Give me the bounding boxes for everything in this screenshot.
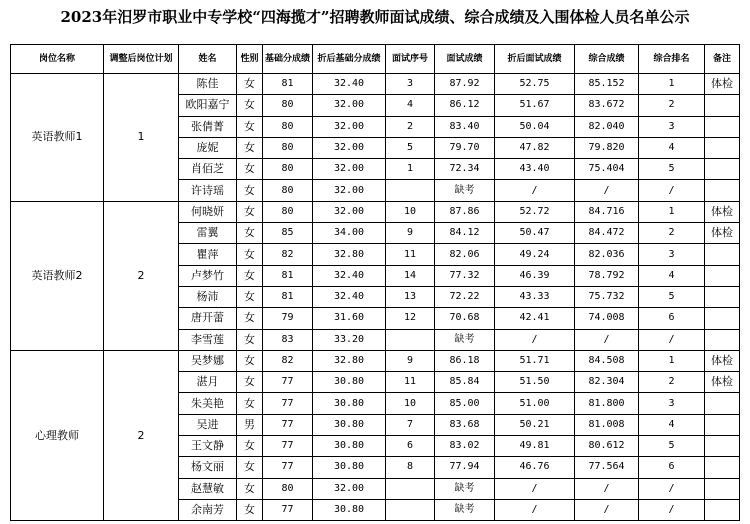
base-converted-cell: 30.80 [313,414,386,435]
total-score-cell: 84.716 [575,201,639,222]
interview-score-cell: 85.00 [435,393,495,414]
base-score-cell: 80 [263,95,313,116]
interview-converted-cell: 50.21 [495,414,575,435]
interview-score-cell: 缺考 [435,180,495,201]
base-score-cell: 83 [263,329,313,350]
note-cell: 体检 [705,201,740,222]
gender-cell: 女 [237,350,263,371]
rank-cell: 4 [639,414,705,435]
gender-cell: 女 [237,478,263,499]
header-gender: 性别 [237,45,263,74]
candidate-name: 肖佰芝 [179,159,237,180]
gender-cell: 女 [237,74,263,95]
header-post: 岗位名称 [11,45,104,74]
rank-cell: 3 [639,116,705,137]
total-score-cell: / [575,329,639,350]
gender-cell: 女 [237,372,263,393]
note-cell [705,137,740,158]
total-score-cell: 81.008 [575,414,639,435]
interview-score-cell: 72.22 [435,286,495,307]
header-interview-score: 面试成绩 [435,45,495,74]
interview-order-cell: 12 [386,308,435,329]
base-score-cell: 77 [263,436,313,457]
base-converted-cell: 32.00 [313,95,386,116]
base-score-cell: 80 [263,116,313,137]
interview-score-cell: 79.70 [435,137,495,158]
note-cell [705,329,740,350]
interview-converted-cell: 42.41 [495,308,575,329]
note-cell [705,414,740,435]
total-score-cell: 84.508 [575,350,639,371]
interview-converted-cell: 47.82 [495,137,575,158]
total-score-cell: / [575,180,639,201]
base-score-cell: 80 [263,137,313,158]
note-cell: 体检 [705,74,740,95]
base-converted-cell: 32.00 [313,137,386,158]
interview-order-cell: 11 [386,372,435,393]
base-score-cell: 82 [263,244,313,265]
interview-order-cell: 1 [386,159,435,180]
base-converted-cell: 32.00 [313,116,386,137]
candidate-name: 卢梦竹 [179,265,237,286]
gender-cell: 女 [237,180,263,201]
total-score-cell: 82.304 [575,372,639,393]
interview-order-cell [386,329,435,350]
interview-score-cell: 87.92 [435,74,495,95]
base-score-cell: 80 [263,478,313,499]
interview-converted-cell: 52.75 [495,74,575,95]
gender-cell: 女 [237,159,263,180]
interview-order-cell: 10 [386,393,435,414]
table-body [11,74,740,521]
interview-converted-cell: 51.67 [495,95,575,116]
rank-cell: 1 [639,350,705,371]
candidate-name: 朱美艳 [179,393,237,414]
note-cell: 体检 [705,350,740,371]
total-score-cell: 77.564 [575,457,639,478]
interview-converted-cell: / [495,478,575,499]
interview-converted-cell: 46.39 [495,265,575,286]
rank-cell: 2 [639,372,705,393]
total-score-cell: 74.008 [575,308,639,329]
candidate-name: 余南芳 [179,499,237,520]
note-cell [705,308,740,329]
interview-score-cell: 72.34 [435,159,495,180]
base-converted-cell: 32.40 [313,74,386,95]
table-row [11,74,740,95]
base-score-cell: 82 [263,350,313,371]
interview-score-cell: 83.68 [435,414,495,435]
total-score-cell: 75.404 [575,159,639,180]
table-row [11,350,740,371]
base-score-cell: 81 [263,74,313,95]
interview-score-cell: 84.12 [435,223,495,244]
interview-converted-cell: 49.24 [495,244,575,265]
header-interview-converted: 折后面试成绩 [495,45,575,74]
interview-score-cell: 83.40 [435,116,495,137]
interview-converted-cell: 50.04 [495,116,575,137]
interview-converted-cell: 52.72 [495,201,575,222]
total-score-cell: 85.152 [575,74,639,95]
note-cell [705,244,740,265]
interview-converted-cell: 51.50 [495,372,575,393]
page-title: 2023年汨罗市职业中专学校“四海揽才”招聘教师面试成绩、综合成绩及入围体检人员名单公示 [60,8,690,26]
interview-converted-cell: / [495,329,575,350]
gender-cell: 女 [237,201,263,222]
rank-cell: 2 [639,95,705,116]
interview-order-cell: 14 [386,265,435,286]
total-score-cell: 78.792 [575,265,639,286]
interview-order-cell: 13 [386,286,435,307]
header-row [11,45,740,74]
note-cell: 体检 [705,372,740,393]
table-row [11,201,740,222]
base-score-cell: 77 [263,393,313,414]
total-score-cell: 84.472 [575,223,639,244]
gender-cell: 女 [237,329,263,350]
post-name-cell: 英语教师2 [11,201,104,350]
gender-cell: 男 [237,414,263,435]
interview-order-cell: 8 [386,457,435,478]
header-name: 姓名 [179,45,237,74]
header-base-score: 基础分成绩 [263,45,313,74]
interview-score-cell: 缺考 [435,499,495,520]
rank-cell: 5 [639,286,705,307]
note-cell [705,180,740,201]
gender-cell: 女 [237,265,263,286]
rank-cell: 1 [639,74,705,95]
interview-order-cell [386,478,435,499]
interview-score-cell: 缺考 [435,329,495,350]
results-table [10,44,740,521]
candidate-name: 赵慧敏 [179,478,237,499]
interview-order-cell: 5 [386,137,435,158]
base-score-cell: 77 [263,499,313,520]
candidate-name: 庞妮 [179,137,237,158]
candidate-name: 吴梦娜 [179,350,237,371]
interview-score-cell: 86.18 [435,350,495,371]
interview-converted-cell: / [495,499,575,520]
rank-cell: / [639,499,705,520]
header-note: 备注 [705,45,740,74]
total-score-cell: 79.820 [575,137,639,158]
interview-converted-cell: 49.81 [495,436,575,457]
base-converted-cell: 32.40 [313,286,386,307]
rank-cell: / [639,478,705,499]
candidate-name: 唐开蕾 [179,308,237,329]
rank-cell: / [639,180,705,201]
base-score-cell: 85 [263,223,313,244]
base-score-cell: 80 [263,180,313,201]
post-plan-cell: 2 [104,201,179,350]
gender-cell: 女 [237,286,263,307]
base-score-cell: 81 [263,265,313,286]
base-converted-cell: 30.80 [313,372,386,393]
base-converted-cell: 32.80 [313,350,386,371]
rank-cell: 6 [639,308,705,329]
header-total: 综合成绩 [575,45,639,74]
interview-converted-cell: 51.71 [495,350,575,371]
header-plan: 调整后岗位计划 [104,45,179,74]
gender-cell: 女 [237,308,263,329]
gender-cell: 女 [237,457,263,478]
gender-cell: 女 [237,436,263,457]
base-converted-cell: 33.20 [313,329,386,350]
interview-order-cell: 6 [386,436,435,457]
note-cell [705,499,740,520]
rank-cell: 3 [639,393,705,414]
base-score-cell: 80 [263,159,313,180]
interview-order-cell [386,499,435,520]
interview-converted-cell: / [495,180,575,201]
base-converted-cell: 32.00 [313,159,386,180]
rank-cell: 5 [639,436,705,457]
interview-score-cell: 87.86 [435,201,495,222]
header-interview-order: 面试序号 [386,45,435,74]
interview-order-cell [386,180,435,201]
rank-cell: 6 [639,457,705,478]
note-cell [705,116,740,137]
interview-converted-cell: 51.00 [495,393,575,414]
interview-score-cell: 86.12 [435,95,495,116]
interview-converted-cell: 46.76 [495,457,575,478]
rank-cell: 2 [639,223,705,244]
rank-cell: 5 [639,159,705,180]
interview-score-cell: 85.84 [435,372,495,393]
rank-cell: 4 [639,137,705,158]
post-name-cell: 心理教师 [11,350,104,520]
interview-order-cell: 11 [386,244,435,265]
candidate-name: 杨沛 [179,286,237,307]
candidate-name: 王文静 [179,436,237,457]
header-rank: 综合排名 [639,45,705,74]
base-converted-cell: 32.00 [313,478,386,499]
base-score-cell: 79 [263,308,313,329]
base-converted-cell: 30.80 [313,499,386,520]
total-score-cell: 82.036 [575,244,639,265]
interview-order-cell: 2 [386,116,435,137]
gender-cell: 女 [237,137,263,158]
note-cell: 体检 [705,223,740,244]
base-score-cell: 77 [263,414,313,435]
candidate-name: 吴进 [179,414,237,435]
interview-order-cell: 3 [386,74,435,95]
interview-score-cell: 82.06 [435,244,495,265]
interview-score-cell: 70.68 [435,308,495,329]
base-score-cell: 80 [263,201,313,222]
candidate-name: 许诗瑶 [179,180,237,201]
gender-cell: 女 [237,95,263,116]
candidate-name: 何晓妍 [179,201,237,222]
note-cell [705,436,740,457]
candidate-name: 陈佳 [179,74,237,95]
interview-score-cell: 缺考 [435,478,495,499]
base-converted-cell: 32.40 [313,265,386,286]
interview-score-cell: 77.94 [435,457,495,478]
base-converted-cell: 32.00 [313,201,386,222]
note-cell [705,457,740,478]
post-name-cell: 英语教师1 [11,74,104,202]
base-converted-cell: 31.60 [313,308,386,329]
candidate-name: 瞿萍 [179,244,237,265]
note-cell [705,286,740,307]
interview-score-cell: 83.02 [435,436,495,457]
total-score-cell: 80.612 [575,436,639,457]
base-converted-cell: 34.00 [313,223,386,244]
base-converted-cell: 30.80 [313,436,386,457]
rank-cell: 3 [639,244,705,265]
base-converted-cell: 32.80 [313,244,386,265]
candidate-name: 李雪莲 [179,329,237,350]
total-score-cell: 75.732 [575,286,639,307]
gender-cell: 女 [237,244,263,265]
interview-order-cell: 10 [386,201,435,222]
candidate-name: 湛月 [179,372,237,393]
interview-order-cell: 9 [386,223,435,244]
total-score-cell: 83.672 [575,95,639,116]
base-score-cell: 77 [263,457,313,478]
interview-order-cell: 4 [386,95,435,116]
total-score-cell: / [575,499,639,520]
rank-cell: / [639,329,705,350]
gender-cell: 女 [237,116,263,137]
post-plan-cell: 2 [104,350,179,520]
candidate-name: 雷翼 [179,223,237,244]
candidate-name: 张倩菁 [179,116,237,137]
note-cell [705,265,740,286]
gender-cell: 女 [237,393,263,414]
base-converted-cell: 30.80 [313,457,386,478]
total-score-cell: 81.800 [575,393,639,414]
interview-score-cell: 77.32 [435,265,495,286]
interview-converted-cell: 43.33 [495,286,575,307]
rank-cell: 4 [639,265,705,286]
gender-cell: 女 [237,223,263,244]
note-cell [705,478,740,499]
base-score-cell: 77 [263,372,313,393]
interview-order-cell: 9 [386,350,435,371]
base-converted-cell: 32.00 [313,180,386,201]
note-cell [705,159,740,180]
gender-cell: 女 [237,499,263,520]
rank-cell: 1 [639,201,705,222]
post-plan-cell: 1 [104,74,179,202]
base-score-cell: 81 [263,286,313,307]
candidate-name: 杨文丽 [179,457,237,478]
interview-converted-cell: 50.47 [495,223,575,244]
candidate-name: 欧阳嘉宁 [179,95,237,116]
interview-order-cell: 7 [386,414,435,435]
note-cell [705,95,740,116]
note-cell [705,393,740,414]
base-converted-cell: 30.80 [313,393,386,414]
total-score-cell: 82.040 [575,116,639,137]
total-score-cell: / [575,478,639,499]
header-base-converted: 折后基础分成绩 [313,45,386,74]
interview-converted-cell: 43.40 [495,159,575,180]
